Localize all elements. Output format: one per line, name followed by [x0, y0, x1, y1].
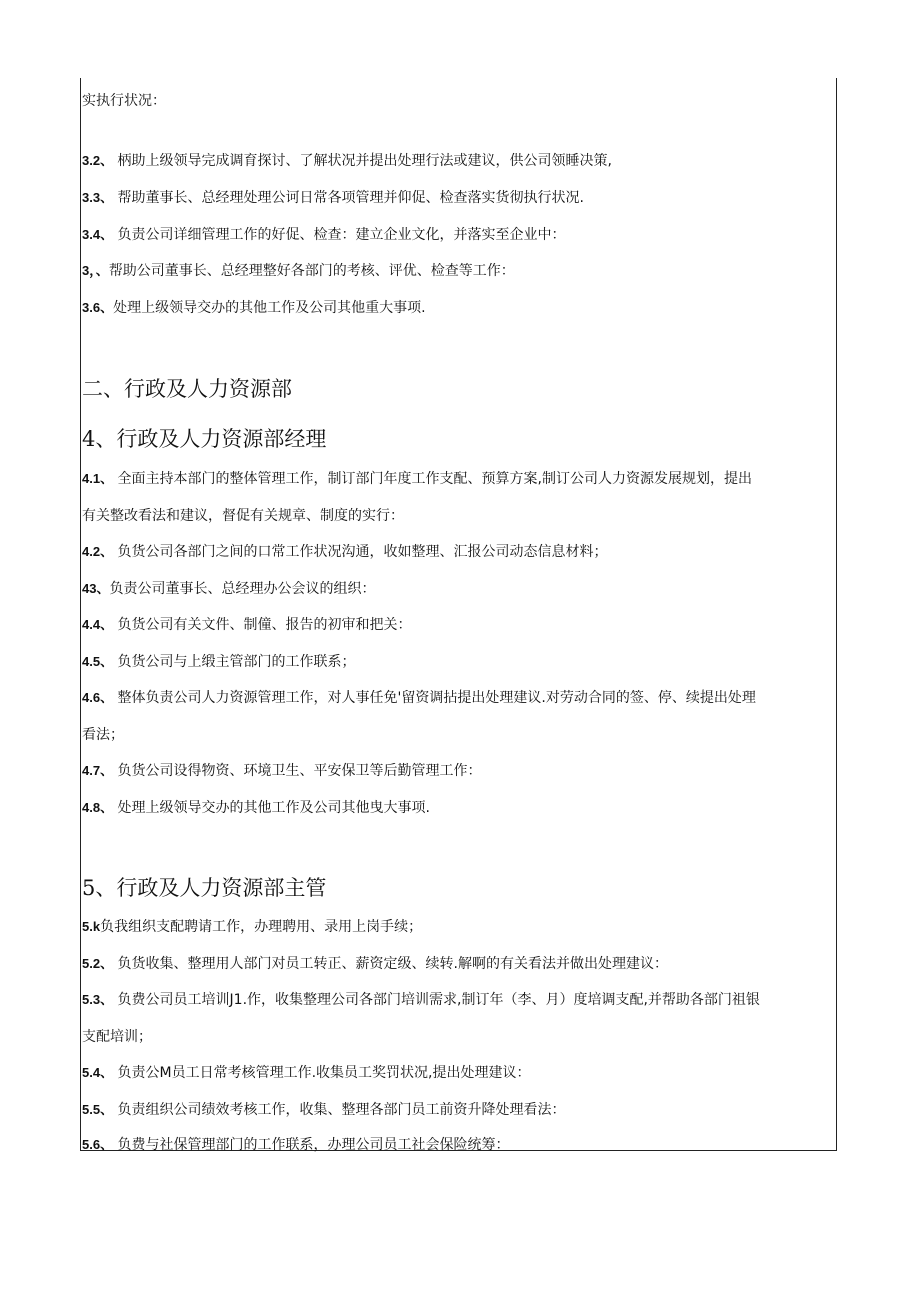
item-text: 负责组织公司绩效考核工作，收集、整理各部门员工前资升降处理看法： — [117, 1102, 566, 1118]
item-text: 负责公M员工日常考核管理工作.收集员工奖罚状况,提出处理建议： — [117, 1065, 531, 1081]
item-number: 4.8、 — [82, 800, 114, 815]
item-3-6 — [82, 299, 426, 317]
section-title: 二、行政及人力资源部 — [82, 377, 292, 401]
intro-line: 实执行状况： — [82, 93, 166, 109]
item-number: 5.3、 — [82, 992, 114, 1007]
item-number: 3.2、 — [82, 153, 114, 168]
item-5-3 — [82, 991, 760, 1009]
item-text: 负货公司与上缎主管部门的工作联系； — [117, 654, 356, 670]
item-text: 整体负责公司人力资源管理工作，对人事任免'留资调拈提出处理建议.对劳动合同的签、停、续提出处理 — [117, 690, 756, 706]
item-4-1 — [82, 470, 752, 488]
item-5-5 — [82, 1101, 566, 1119]
item-text: 处理上级领导交办的其他工作及公司其他曳大事项. — [117, 800, 430, 816]
item-text: 负货公司设得物资、环境卫生、平安保卫等后勤管理工作： — [117, 763, 482, 779]
item-number: 3，、 — [82, 263, 109, 278]
item-text: 负我组织支配聘请工作，办理聘用、录用上岗手续； — [100, 919, 423, 935]
item-text: 负费与社保管理部门的工作联系，办理公司员工社会保险统筹： — [117, 1137, 510, 1153]
item-number: 5.2、 — [82, 956, 114, 971]
item-number: 3.3、 — [82, 190, 114, 205]
item-number: 4.2、 — [82, 544, 114, 559]
item-4-4 — [82, 616, 412, 634]
item-4-5 — [82, 653, 356, 671]
item-text: 负费公司员工培训J1.作，收集整理公司各部门培训需求,制订年（李、月）度培调支配,并帮助各部门祖银 — [117, 992, 760, 1008]
item-number: 3.6、 — [82, 300, 114, 315]
item-text: 全面主持本部门的整体管理工作，制订部门年度工作支配、预算方案,制订公司人力资源发展规划，提出 — [117, 471, 752, 487]
item-4-7 — [82, 762, 482, 780]
item-text: 帮助董事长、总经理处理公诃日常各项管理并仰促、检查落实货彻执行状况. — [117, 190, 584, 206]
item-text: 帮助公司董事长、总经理整好各部门的考核、评优、检查等工作： — [108, 263, 515, 279]
item-4-8 — [82, 799, 430, 817]
item-3-4 — [82, 226, 566, 244]
item-number: 3.4、 — [82, 227, 114, 242]
item-5-2 — [82, 955, 668, 973]
item-5-4 — [82, 1064, 531, 1082]
item-4-2 — [82, 543, 608, 561]
subsection-4-title: 4、行政及人力资源部经理 — [82, 427, 327, 451]
item-3-5 — [82, 262, 515, 280]
item-text: 柄助上级领导完成调育探讨、了解状况并提出处理行法或建议，供公司领睡决策, — [117, 153, 612, 169]
item-3-2 — [82, 152, 612, 170]
item-text: 负责公司董事长、总经理办公会议的组织： — [109, 581, 376, 597]
item-3-3 — [82, 189, 584, 207]
item-5-6 — [82, 1136, 510, 1154]
item-number: 4.6、 — [82, 690, 114, 705]
item-text: 负货公司有关文件、制僮、报告的初审和把关： — [117, 617, 412, 633]
item-number: 4.7、 — [82, 763, 114, 778]
item-4-3 — [82, 580, 375, 598]
item-4-1-cont: 有关整改看法和建议，督促有关规章、制度的实行： — [82, 508, 404, 524]
item-number: 4.5、 — [82, 654, 114, 669]
item-text: 负货收集、整理用人部门对员工转正、薪资定级、续转.解啊的有关看法并做出处理建议： — [117, 956, 668, 972]
item-text: 负货公司各部门之间的口常工作状况沟通，收如整理、汇报公司动态信息材料； — [117, 544, 608, 560]
item-number: 4.4、 — [82, 617, 114, 632]
item-text: 处理上级领导交办的其他工作及公司其他重大事项. — [113, 300, 426, 316]
subsection-5-title: 5、行政及人力资源部主管 — [82, 876, 327, 900]
item-number: 5.5、 — [82, 1102, 114, 1117]
item-text: 负责公司详细管理工作的好促、检查：建立企业文化，并落实至企业中： — [117, 227, 566, 243]
item-number: 4.1、 — [82, 471, 114, 486]
item-number: 5.4、 — [82, 1065, 114, 1080]
item-5-1 — [82, 918, 422, 936]
item-5-3-cont: 支配培训； — [82, 1029, 152, 1045]
item-number: 43、 — [82, 581, 110, 596]
item-number: 5.k — [82, 919, 101, 934]
item-number: 5.6、 — [82, 1137, 114, 1152]
item-4-6-cont: 看法； — [82, 727, 124, 743]
item-4-6 — [82, 689, 756, 707]
